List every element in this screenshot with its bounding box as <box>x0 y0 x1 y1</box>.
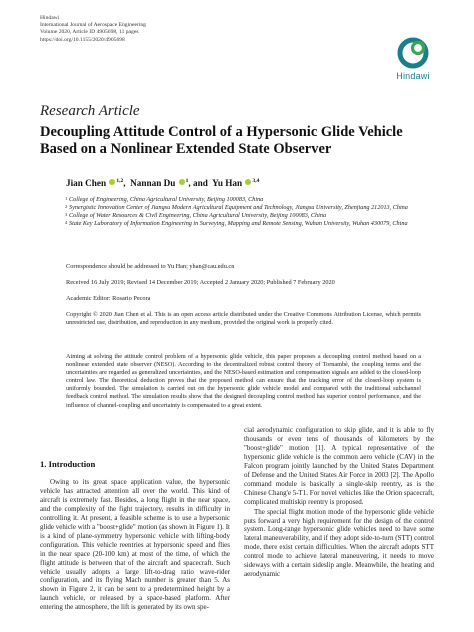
affiliation-list <box>66 196 426 228</box>
logo-wordmark: Hindawi <box>396 71 430 81</box>
section-heading: 1. Introduction <box>40 459 96 469</box>
article-type: Research Article <box>40 103 140 119</box>
orcid-icon[interactable] <box>179 179 185 185</box>
body-column-right <box>244 426 434 579</box>
body-column-left <box>40 478 230 612</box>
author-affil-ref: 3,4 <box>252 178 260 184</box>
journal-name: International Journal of Aerospace Engineering <box>40 22 146 29</box>
paper-title: Decoupling Attitude Control of a Hypersonic Glide Vehicle Based on a Nonlinear Extended State Observer <box>40 124 403 157</box>
author-name: Yu Han <box>212 178 243 189</box>
hindawi-logo <box>390 36 436 81</box>
orcid-icon[interactable] <box>109 179 115 185</box>
abstract-text: Aiming at solving the attitude control problem of a hypersonic glide vehicle, this paper proposes a decoupling control method based on a nonlinear extended state observer (NESO). According to the decentralized robust control theory of Tornambè, the coupling terms and the uncertainties are regarded as generalized uncertainties, and the NESO-based estimation and compensation signals are added to the closed-loop control law. The theoretical deduction proves that the proposed method can ensure that the tracking error of the closed-loop system is uniformly bounded. The simulation is carried out on the hypersonic glide vehicle model and compared with the traditional subchannel feedback control method. The simulation results show that the designed decoupling control method has superior control performance, and the influence of channel-coupling and uncertainty is compensated to a great extent. <box>66 353 421 409</box>
paragraph: cial aerodynamic configuration to skip glide, and it is able to fly thousands or even tens of thousands of kilometers by the "boost+glide" motion [1]. A typical representative of the hypersonic glide vehicle is the common aero vehicle (CAV) in the Falcon program jointly launched by the United States Department of Defense and the United States Air Force in 2003 [2]. The Apollo command module is basically a single-skip reentry, as is the Chinese Chang'e 5-T1. For novel vehicles like the Orion spacecraft, complicated multiskip reentry is proposed. <box>244 426 435 506</box>
volume-info: Volume 2020, Article ID 4905698, 11 pages <box>40 29 139 36</box>
copyright-notice: Copyright © 2020 Jian Chen et al. This is an open access article distributed under the Creative Commons Attribution License, which permits unrestricted use, distribution, and reproduction in any medium, provided the original work is properly cited. <box>66 311 421 327</box>
author-name: Nannan Du <box>130 178 176 189</box>
publisher-name: Hindawi <box>40 15 60 21</box>
journal-header <box>40 15 146 44</box>
author-name: Jian Chen <box>66 178 107 189</box>
author-affil-ref: 1,2 <box>116 178 124 184</box>
author-separator: , and <box>188 178 211 189</box>
doi-link[interactable]: https://doi.org/10.1155/2020/4905698 <box>40 36 125 43</box>
correspondence-note: Correspondence should be addressed to Yu Han; yhan@cau.edu.cn <box>66 263 235 270</box>
author-affil-ref: 1 <box>185 178 189 184</box>
affiliation-item: 1 College of Engineering, China Agricultural University, Beijing 100083, China <box>65 196 264 203</box>
hindawi-logo-icon <box>396 36 430 70</box>
publication-dates: Received 16 July 2019; Revised 14 December 2019; Accepted 2 January 2020; Published 7 February 2020 <box>66 279 335 286</box>
orcid-icon[interactable] <box>245 179 251 185</box>
paragraph: Owing to its great space application value, the hypersonic vehicle has attracted attention all over the world. This kind of aircraft is extremely fast. Besides, a long flight in the near space, and the complexity of the fight trajectory, results in difficulty in controlling it. At present, a feasible scheme is to use a hypersonic glide vehicle with a "boost+glide" motion (as shown in Figure 1). It is a kind of plane-symmetry hypersonic vehicle with lifting-body configuration. This vehicle reentries at hypersonic speed and flies in the near space (20-100 km) at most of the time, of which the flight attitude is between that of the aircraft and spacecraft. Such vehicle usually adopts a large lift-to-drag ratio wave-rider configuration, and its flying Mach number is greater than 5. As shown in Figure 2, it can be sent to a predetermined height by a launch vehicle, or released by a space-based platform. After entering the atmosphere, the lift is generated by its own spe- <box>40 478 230 612</box>
paragraph: The special flight motion mode of the hypersonic glide vehicle puts forward a very high requirement for the design of the control system. Long-range hypersonic glide vehicles need to have some lateral maneuverability, and if they adopt side-to-turn (STT) control mode, there exist certain difficulties. When the aircraft adopts STT control mode to achieve lateral maneuvering, it needs to move sideways with a certain sideslip angle. Meanwhile, the heating and aerodynamic <box>244 507 434 579</box>
author-separator: , <box>123 178 128 189</box>
academic-editor: Academic Editor: Rosario Pecora <box>66 295 151 302</box>
affiliation-item: 3 College of Water Resources & Civil Engineering, China Agricultural University, Beijing 100083, China <box>65 212 327 220</box>
affiliation-item: 4 State Key Laboratory of Information Engineering in Surveying, Mapping and Remote Sensing, Wuhan University, Wuhan 430079, China <box>65 220 408 228</box>
author-list <box>66 178 259 188</box>
affiliation-item: 2 Synergistic Innovation Center of Jiangsu Modern Agricultural Equipment and Technology, Jiangsu University, Zhenjiang 212013, China <box>65 204 408 212</box>
